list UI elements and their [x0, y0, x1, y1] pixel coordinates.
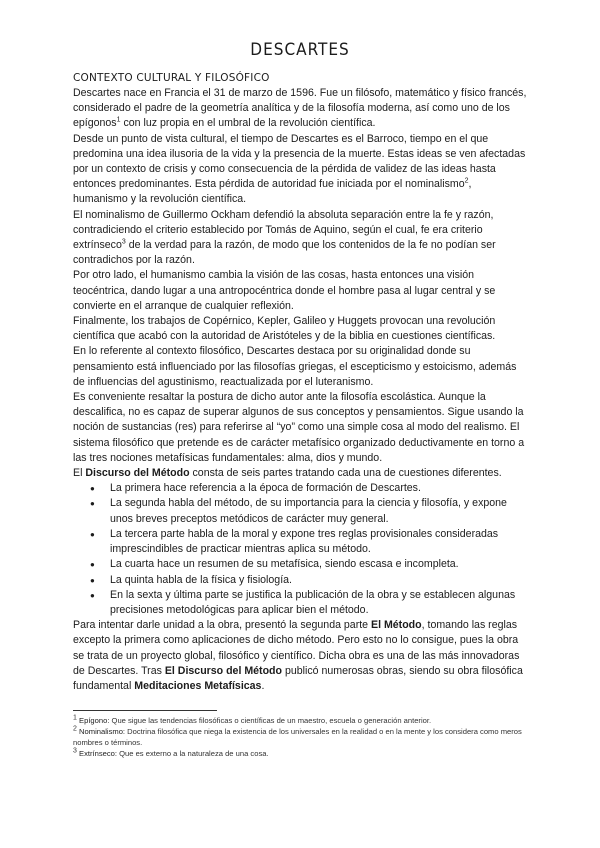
list-item: ● La cuarta hace un resumen de su metafísica, siendo escasa e incompleta. [110, 557, 527, 572]
paragraph: El nominalismo de Guillermo Ockham defendió la absoluta separación entre la fe y razón, contradiciendo el criterio establecido por Tomás de Aquino, según el cual, fe era criterio extrínseco$^3$ de la verdad para la razón, de modo que los contenidos de la fe no podían ser contradichos por la razón. [73, 208, 496, 267]
list-item: ● En la sexta y última parte se justifica la publicación de la obra y se establecen algunas precisiones metodológicas para aplicar bien el método. [110, 588, 527, 618]
footnote: $^3$ Extrínseco: Que es externo a la naturaleza de una cosa. [73, 747, 269, 759]
section-heading: CONTEXTO CULTURAL Y FILOSÓFICO [73, 72, 270, 84]
footnote-ref: 2 [464, 177, 469, 185]
parts-list [73, 481, 527, 618]
document-page [73, 40, 527, 759]
list-item: ● La tercera parte habla de la moral y expone tres reglas provisionales consideradas imprescindibles de practicar mientras aplica su método. [110, 527, 527, 557]
list-item: ● La segunda habla del método, de su importancia para la ciencia y filosofía, y expone unos breves preceptos metódicos de carácter muy general. [110, 496, 527, 526]
footnote-ref: 1 [116, 116, 121, 124]
paragraph: Desde un punto de vista cultural, el tiempo de Descartes es el Barroco, tiempo en el que predomina una idea ilusoria de la vida y la presencia de la muerte. Estas ideas se ven afectadas por un contexto de crisis y como consecuencia de la pérdida de validez de las ideas hasta entonces predominantes. Esta pérdida de autoridad fue iniciada por el nominalismo$^2$, humanismo y la revolución científica. [73, 132, 526, 206]
footnote-ref: 3 [121, 238, 126, 246]
footnote: $^1$ Epígono: Que sigue las tendencias filosóficas o científicas de un maestro, escuela o generación anterior. [73, 714, 432, 726]
footnotes [73, 715, 527, 759]
paragraph: Por otro lado, el humanismo cambia la visión de las cosas, hasta entonces una visión teocéntrica, dando lugar a una antropocéntrica donde el hombre pasa al lugar central y se convierte en el arranque de cualquier reflexión. [73, 269, 496, 312]
footnote-divider [73, 710, 217, 711]
paragraph: El Discurso del Método consta de seis partes tratando cada una de cuestiones diferentes. [73, 467, 502, 480]
list-item: ● La quinta habla de la física y fisiología. [110, 573, 527, 588]
list-item: ● La primera hace referencia a la época de formación de Descartes. [110, 481, 527, 496]
document-body [73, 86, 527, 694]
paragraph: En lo referente al contexto filosófico, Descartes destaca por su originalidad donde su pensamiento está influenciado por las filosofías griegas, el escepticismo y estoicismo, además de influencias del agustinismo, reactualizada por el luteranismo. [73, 345, 517, 388]
paragraph: Para intentar darle unidad a la obra, presentó la segunda parte El Método, tomando las reglas excepto la primera como aplicaciones de dicho método. Pero esto no lo consigue, pues la obra se trata de un proyecto global, filosófico y científico. Dicha obra es una de las más innovadoras de Descartes. Tras El Discurso del Método publicó numerosas obras, siendo su obra filosófica fundamental Meditaciones Metafísicas. [73, 619, 523, 692]
paragraph: Descartes nace en Francia el 31 de marzo de 1596. Fue un filósofo, matemático y físico francés, considerado el padre de la geometría analítica y de la filosofía moderna, así como uno de los epígonos$^1$ con luz propia en el umbral de la revolución científica. [73, 87, 527, 130]
footnote: $^2$ Nominalismo: Doctrina filosófica que niega la existencia de los universales en la realidad o en la mente y los considera como meros nombres o términos. [73, 725, 522, 748]
page-title: DESCARTES [250, 40, 350, 60]
paragraph: Finalmente, los trabajos de Copérnico, Kepler, Galileo y Huggets provocan una revolución científica que acabó con la autoridad de Aristóteles y de la biblia en cuestiones científicas. [73, 315, 496, 343]
paragraph: Es conveniente resaltar la postura de dicho autor ante la filosofía escolástica. Aunque la descalifica, no es capaz de superar algunos de sus conceptos y pensamientos. Sigue usando la noción de sustancias (res) para referirse al “yo” como una simple cosa al modo del realismo. El sistema filosófico que pretende es de carácter metafísico organizado deductivamente en torno a las tres nociones metafísicas fundamentales: alma, dios y mundo. [73, 391, 525, 464]
